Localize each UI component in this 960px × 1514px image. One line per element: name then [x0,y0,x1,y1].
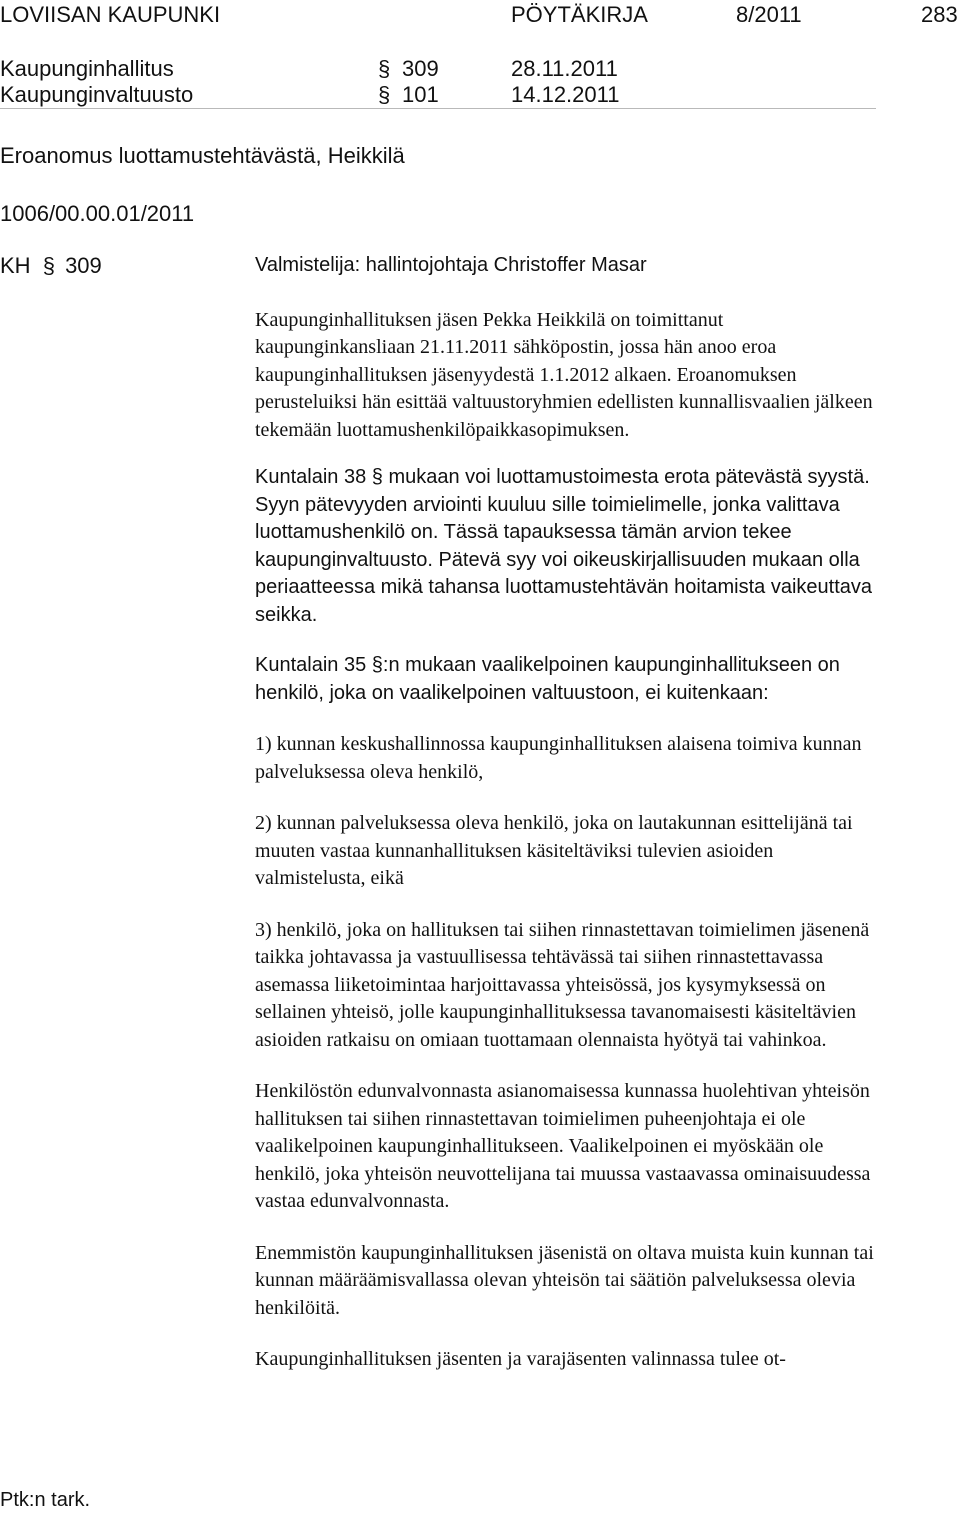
document-body [255,252,880,1374]
meeting-body: Kaupunginhallitus [0,56,174,81]
paragraph: Kuntalain 35 §:n mukaan vaalikelpoinen kaupunginhallitukseen on henkilö, joka on vaalikelpoinen valtuustoon, ei kuitenkaan: [255,654,840,704]
section-mark: § [42,253,55,278]
meeting-date: 28.11.2011 [511,56,618,81]
municipality-name: LOVIISAN KAUPUNKI [0,2,221,27]
meeting-section: 309 [402,56,439,81]
list-item: 1) kunnan keskushallinnossa kaupunginhallituksen alaisena toimiva kunnan palveluksessa oleva henkilö, [255,733,862,783]
document-number: 8/2011 [736,2,802,27]
paragraph: Kaupunginhallituksen jäsen Pekka Heikkilä on toimittanut kaupunginkansliaan 21.11.2011 sähköpostin, jossa hän anoo eroa kaupunginhallituksen jäsenyydestä 1.1.2012 alkaen. Eroanomuksen perusteluiksi hän esittää valtuustoryhmien edellisten kunnallisvaalien jälkeen tekemään luottamushenkilöpaikkasopimuksen. [255,308,873,441]
meeting-line-council [0,82,900,108]
list-item: 3) henkilö, joka on hallituksen tai siihen rinnastettavan toimielimen jäsenenä taikka johtavassa ja vastuullisessa tehtävässä tai siihen rinnastettavassa asemassa liiketoimintaa harjoittavassa yhteisössä, jos kysymyksessä on sellainen yhteisö, jolle kaupunginhallituksessa tavanomaisesti käsiteltävien asioiden ratkaisu on omiaan tuottamaan olennaista hyötyä tai vahinkoa. [255,918,870,1051]
page-header [0,2,960,32]
meeting-date: 14.12.2011 [511,82,620,107]
meeting-section: 101 [402,82,439,107]
section-mark: § [378,82,391,107]
document-type: PÖYTÄKIRJA [511,2,648,27]
page-number: 283 [921,2,958,27]
footer-initials: Ptk:n tark. [0,1489,91,1511]
item-prefix: KH [0,253,31,278]
meeting-body: Kaupunginvaltuusto [0,82,194,107]
header-divider [0,108,876,109]
meeting-line-board [0,56,900,82]
item-number: 309 [65,253,102,278]
record-number: 1006/00.00.01/2011 [0,201,195,226]
section-mark: § [378,56,391,81]
list-item: 2) kunnan palveluksessa oleva henkilö, joka on lautakunnan esittelijänä tai muuten vastaa kunnanhallituksen käsiteltäviksi tulevien asioiden valmistelusta, eikä [255,812,853,889]
paragraph: Kuntalain 38 § mukaan voi luottamustoimesta erota pätevästä syystä. Syyn pätevyyden arviointi kuuluu sille toimielimelle, jonka valittava luottamushenkilö on. Tässä tapauksessa tämän arvion tekee kaupunginvaltuusto. Pätevä syy voi oikeuskirjallisuuden mukaan olla periaatteessa mikä tahansa luottamustehtävän hoitamista vaikeuttava seikka. [255,466,873,626]
document-title: Eroanomus luottamustehtävästä, Heikkilä [0,143,405,168]
paragraph: Henkilöstön edunvalvonnasta asianomaisessa kunnassa huolehtivan yhteisön hallituksen tai siihen rinnastettavan toimielimen puheenjohtaja ei ole vaalikelpoinen kaupunginhallitukseen. Vaalikelpoinen ei myöskään ole henkilö, joka yhteisön neuvottelijana tai muussa vastaavassa ominaisuudessa vastaa edunvalvonnasta. [255,1080,871,1212]
paragraph: Kaupunginhallituksen jäsenten ja varajäsenten valinnassa tulee ot- [255,1348,786,1370]
paragraph: Enemmistön kaupunginhallituksen jäsenistä on oltava muista kuin kunnan tai kunnan määräämisvallassa olevan yhteisön tai säätiön palveluksessa olevia henkilöitä. [255,1241,874,1319]
preparer-line: Valmistelija: hallintojohtaja Christoffer Masar [255,254,647,276]
item-label [0,252,102,280]
